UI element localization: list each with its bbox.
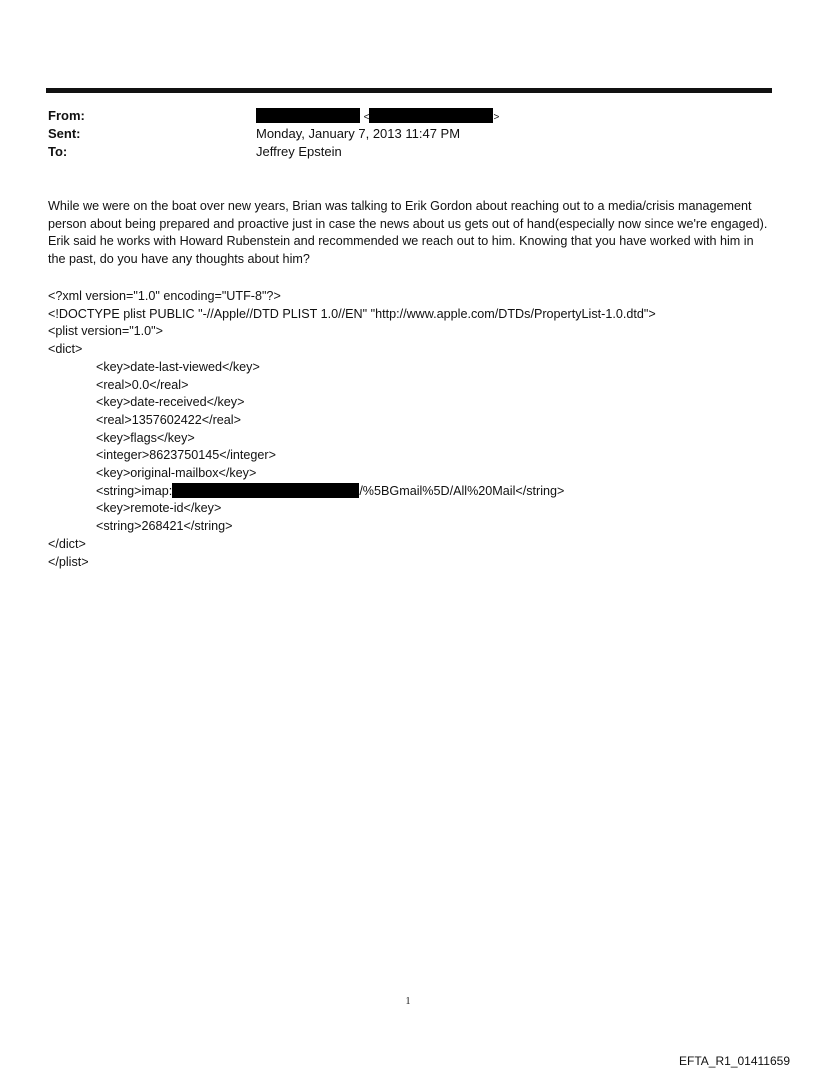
redaction-box xyxy=(369,108,493,123)
dict-open: <dict> xyxy=(48,342,83,357)
bates-number: EFTA_R1_01411659 xyxy=(679,1054,790,1068)
message-body: While we were on the boat over new years, Brian was talking to Erik Gordon about reaching out to a media/crisis management person about being prepared and proactive just in case the news about us gets out of hand(especially now since we're engaged). Erik said he works with Howard Rubenstein and recommended we reach out to him. Knowing that you have worked with him in the past, do you have any thoughts about him? xyxy=(48,199,768,266)
plist-line: <real>1357602422</real> xyxy=(96,412,241,427)
plist-block xyxy=(48,288,778,571)
xml-declaration: <?xml version="1.0" encoding="UTF-8"?> xyxy=(48,289,281,303)
plist-line: <real>0.0</real> xyxy=(96,377,189,392)
plist-line: <key>original-mailbox</key> xyxy=(96,466,257,481)
plist-line: <key>remote-id</key> xyxy=(96,501,222,516)
plist-line: <key>flags</key> xyxy=(96,430,195,445)
mailbox-suffix: /%5BGmail%5D/All%20Mail</string> xyxy=(359,483,565,498)
page-number: 1 xyxy=(405,996,411,1007)
mailbox-prefix: <string>imap: xyxy=(96,483,173,498)
doctype-line: <!DOCTYPE plist PUBLIC "-//Apple//DTD PLIST 1.0//EN" "http://www.apple.com/DTDs/PropertyList-1.0.dtd"> xyxy=(48,306,656,321)
mailbox-line xyxy=(48,483,778,501)
header-rule xyxy=(46,88,772,93)
from-open-bracket: < xyxy=(363,112,370,123)
plist-line: <key>date-last-viewed</key> xyxy=(96,359,260,374)
redaction-box xyxy=(256,108,360,123)
redaction-box xyxy=(172,483,359,498)
from-value xyxy=(256,107,499,127)
from-label: From: xyxy=(48,108,85,123)
plist-close: </plist> xyxy=(48,554,89,569)
plist-open: <plist version="1.0"> xyxy=(48,324,164,339)
from-close-bracket: > xyxy=(493,112,500,123)
to-value: Jeffrey Epstein xyxy=(256,144,342,159)
plist-line: <integer>8623750145</integer> xyxy=(96,448,276,463)
plist-line: <string>268421</string> xyxy=(96,519,233,534)
to-label: To: xyxy=(48,144,68,159)
sent-label: Sent: xyxy=(48,126,81,141)
plist-line: <key>date-received</key> xyxy=(96,395,245,410)
dict-close: </dict> xyxy=(48,536,86,551)
sent-value: Monday, January 7, 2013 11:47 PM xyxy=(256,126,461,141)
